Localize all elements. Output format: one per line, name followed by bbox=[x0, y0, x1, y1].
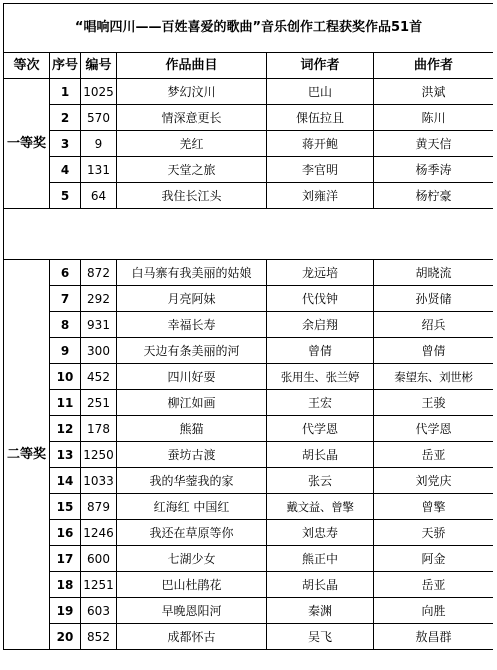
row-index: 7 bbox=[50, 286, 81, 312]
row-code: 251 bbox=[81, 390, 117, 416]
row-song: 幸福长寿 bbox=[117, 312, 267, 338]
row-index: 12 bbox=[50, 416, 81, 442]
row-index: 19 bbox=[50, 598, 81, 624]
row-code: 600 bbox=[81, 546, 117, 572]
row-code: 1025 bbox=[81, 79, 117, 105]
row-index: 16 bbox=[50, 520, 81, 546]
award-list-sheet bbox=[3, 3, 493, 670]
header-row bbox=[4, 53, 494, 79]
row-code: 1250 bbox=[81, 442, 117, 468]
row-composer: 阿金 bbox=[374, 546, 494, 572]
row-lyricist: 余启翔 bbox=[267, 312, 374, 338]
row-index: 3 bbox=[50, 131, 81, 157]
row-composer: 陈川 bbox=[374, 105, 494, 131]
table-row bbox=[4, 416, 494, 442]
row-song: 天堂之旅 bbox=[117, 157, 267, 183]
table-row bbox=[4, 390, 494, 416]
row-index: 2 bbox=[50, 105, 81, 131]
header-lyricist: 词作者 bbox=[267, 53, 374, 79]
row-index: 18 bbox=[50, 572, 81, 598]
row-lyricist: 代伐钟 bbox=[267, 286, 374, 312]
row-code: 872 bbox=[81, 260, 117, 286]
table-row bbox=[4, 312, 494, 338]
separator-row bbox=[4, 209, 494, 260]
row-lyricist: 张用生、张兰婷 bbox=[267, 364, 374, 390]
row-composer: 绍兵 bbox=[374, 312, 494, 338]
row-composer: 敖昌群 bbox=[374, 624, 494, 650]
table-row bbox=[4, 364, 494, 390]
table-row bbox=[4, 157, 494, 183]
row-index: 14 bbox=[50, 468, 81, 494]
table-row bbox=[4, 131, 494, 157]
row-lyricist: 秦渊 bbox=[267, 598, 374, 624]
row-code: 879 bbox=[81, 494, 117, 520]
row-song: 蚕坊古渡 bbox=[117, 442, 267, 468]
table-row bbox=[4, 546, 494, 572]
row-lyricist: 胡长晶 bbox=[267, 572, 374, 598]
separator-cell bbox=[4, 209, 494, 260]
row-index: 5 bbox=[50, 183, 81, 209]
header-song: 作品曲目 bbox=[117, 53, 267, 79]
row-composer: 杨季涛 bbox=[374, 157, 494, 183]
header-index: 序号 bbox=[50, 53, 81, 79]
table-row bbox=[4, 183, 494, 209]
row-composer: 天骄 bbox=[374, 520, 494, 546]
row-index: 17 bbox=[50, 546, 81, 572]
row-song: 早晚恩阳河 bbox=[117, 598, 267, 624]
table-row bbox=[4, 494, 494, 520]
row-code: 852 bbox=[81, 624, 117, 650]
row-code: 1033 bbox=[81, 468, 117, 494]
table-row bbox=[4, 520, 494, 546]
row-index: 11 bbox=[50, 390, 81, 416]
table-title: “唱响四川——百姓喜爱的歌曲”音乐创作工程获奖作品51首 bbox=[4, 4, 494, 53]
row-lyricist: 李官明 bbox=[267, 157, 374, 183]
prize-level-label: 二等奖 bbox=[4, 260, 50, 650]
table-row bbox=[4, 105, 494, 131]
header-composer: 曲作者 bbox=[374, 53, 494, 79]
row-code: 1251 bbox=[81, 572, 117, 598]
row-composer: 王骏 bbox=[374, 390, 494, 416]
table-row bbox=[4, 79, 494, 105]
row-index: 6 bbox=[50, 260, 81, 286]
row-lyricist: 龙远培 bbox=[267, 260, 374, 286]
row-lyricist: 刘忠寿 bbox=[267, 520, 374, 546]
row-code: 64 bbox=[81, 183, 117, 209]
row-song: 月亮阿妹 bbox=[117, 286, 267, 312]
row-lyricist: 熊正中 bbox=[267, 546, 374, 572]
row-composer: 岳亚 bbox=[374, 572, 494, 598]
row-song: 巴山杜鹃花 bbox=[117, 572, 267, 598]
row-composer: 孙贤储 bbox=[374, 286, 494, 312]
row-lyricist: 刘雍洋 bbox=[267, 183, 374, 209]
row-song: 情深意更长 bbox=[117, 105, 267, 131]
row-composer: 刘党庆 bbox=[374, 468, 494, 494]
row-index: 9 bbox=[50, 338, 81, 364]
table-row bbox=[4, 598, 494, 624]
row-song: 成都怀古 bbox=[117, 624, 267, 650]
row-index: 13 bbox=[50, 442, 81, 468]
table-row bbox=[4, 286, 494, 312]
row-lyricist: 胡长晶 bbox=[267, 442, 374, 468]
row-composer: 秦望东、刘世彬 bbox=[374, 364, 494, 390]
table-row bbox=[4, 442, 494, 468]
table-row bbox=[4, 338, 494, 364]
row-code: 452 bbox=[81, 364, 117, 390]
row-index: 4 bbox=[50, 157, 81, 183]
prize-level-label: 一等奖 bbox=[4, 79, 50, 209]
row-lyricist: 戴文益、曾擎 bbox=[267, 494, 374, 520]
row-song: 我还在草原等你 bbox=[117, 520, 267, 546]
award-table bbox=[3, 3, 493, 650]
row-index: 15 bbox=[50, 494, 81, 520]
row-composer: 黄天信 bbox=[374, 131, 494, 157]
row-song: 我住长江头 bbox=[117, 183, 267, 209]
row-composer: 胡晓流 bbox=[374, 260, 494, 286]
row-index: 20 bbox=[50, 624, 81, 650]
row-index: 8 bbox=[50, 312, 81, 338]
row-code: 603 bbox=[81, 598, 117, 624]
header-code: 编号 bbox=[81, 53, 117, 79]
row-song: 四川好耍 bbox=[117, 364, 267, 390]
row-composer: 曾擎 bbox=[374, 494, 494, 520]
row-song: 天边有条美丽的河 bbox=[117, 338, 267, 364]
row-song: 柳江如画 bbox=[117, 390, 267, 416]
row-lyricist: 吴飞 bbox=[267, 624, 374, 650]
row-song: 七湖少女 bbox=[117, 546, 267, 572]
row-lyricist: 蒋开鲍 bbox=[267, 131, 374, 157]
row-lyricist: 代学恩 bbox=[267, 416, 374, 442]
row-composer: 洪斌 bbox=[374, 79, 494, 105]
row-song: 我的华蓥我的家 bbox=[117, 468, 267, 494]
row-song: 熊猫 bbox=[117, 416, 267, 442]
row-lyricist: 倮伍拉且 bbox=[267, 105, 374, 131]
row-code: 131 bbox=[81, 157, 117, 183]
row-song: 羌红 bbox=[117, 131, 267, 157]
row-composer: 曾倩 bbox=[374, 338, 494, 364]
row-song: 红海红 中国红 bbox=[117, 494, 267, 520]
row-code: 300 bbox=[81, 338, 117, 364]
header-level: 等次 bbox=[4, 53, 50, 79]
row-song: 白马寨有我美丽的姑娘 bbox=[117, 260, 267, 286]
row-code: 292 bbox=[81, 286, 117, 312]
table-row bbox=[4, 260, 494, 286]
table-row bbox=[4, 624, 494, 650]
row-composer: 向胜 bbox=[374, 598, 494, 624]
row-composer: 岳亚 bbox=[374, 442, 494, 468]
row-code: 9 bbox=[81, 131, 117, 157]
row-code: 570 bbox=[81, 105, 117, 131]
table-row bbox=[4, 468, 494, 494]
table-row bbox=[4, 572, 494, 598]
row-lyricist: 曾倩 bbox=[267, 338, 374, 364]
row-index: 1 bbox=[50, 79, 81, 105]
row-code: 1246 bbox=[81, 520, 117, 546]
row-code: 178 bbox=[81, 416, 117, 442]
row-index: 10 bbox=[50, 364, 81, 390]
row-lyricist: 巴山 bbox=[267, 79, 374, 105]
row-lyricist: 张云 bbox=[267, 468, 374, 494]
row-code: 931 bbox=[81, 312, 117, 338]
row-song: 梦幻汶川 bbox=[117, 79, 267, 105]
row-lyricist: 王宏 bbox=[267, 390, 374, 416]
row-composer: 代学恩 bbox=[374, 416, 494, 442]
row-composer: 杨柠豪 bbox=[374, 183, 494, 209]
